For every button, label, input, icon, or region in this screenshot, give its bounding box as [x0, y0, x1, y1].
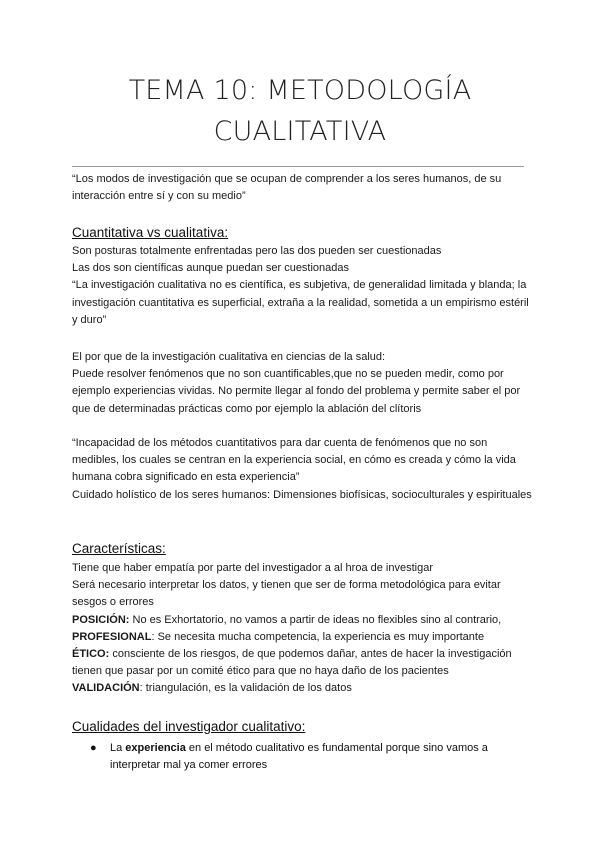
heading-caracteristicas: Características:	[72, 541, 166, 556]
etico-line	[72, 646, 532, 680]
paragraph: “La investigación cualitativa no es científica, es subjetiva, de generalidad limitada y blanda; la investigación cuantitativa es superficial, extraña a la realidad, sometida a un empirismo estéril y duro”	[72, 279, 529, 326]
heading-cualidades-investigador: Cualidades del investigador cualitativo:	[72, 719, 306, 734]
validacion-label: VALIDACIÓN	[72, 682, 140, 695]
posicion-line	[72, 612, 532, 629]
paragraph: Puede resolver fenómenos que no son cuantificables,que no se pueden medir, como por ejemplo experiencias vividas. No permite llegar al fondo del problema y permite saber el por que de determinadas prácticas como por ejemplo la ablación del clítoris	[72, 368, 521, 415]
posicion-label: POSICIÓN:	[72, 613, 130, 626]
item-text-pre: La	[110, 742, 126, 754]
document-title-line2: CUALITATIVA	[213, 116, 387, 147]
item-text-post: en el método cualitativo es fundamental porque sino vamos a interpretar mal ya comer errores	[110, 742, 488, 772]
document-title-line1: TEMA 10: METODOLOGÍA	[128, 75, 472, 106]
section2-block	[72, 560, 532, 698]
profesional-label: PROFESIONAL	[72, 630, 152, 643]
title-divider	[72, 166, 524, 167]
intro-quote: “Los modos de investigación que se ocupan de comprender a los seres humanos, de su interacción entre sí y con su medio”	[72, 173, 502, 203]
section1-block1	[72, 243, 532, 329]
etico-label: ÉTICO:	[72, 648, 110, 661]
paragraph: Son posturas totalmente enfrentadas pero las dos pueden ser cuestionadas	[72, 245, 442, 257]
bullet-icon: ●	[90, 742, 97, 754]
validacion-text: : triangulación, es la validación de los datos	[139, 682, 352, 695]
paragraph: Tiene que haber empatía por parte del investigador a al hroa de investigar	[72, 562, 433, 574]
etico-text: consciente de los riesgos, de que podemos dañar, antes de hacer la investigación tienen que pasar por un comité ético para que no haya daño de los pacientes	[72, 648, 512, 678]
paragraph: El por que de la investigación cualitativa en ciencias de la salud:	[72, 351, 386, 363]
paragraph: “Incapacidad de los métodos cuantitativos para dar cuenta de fenómenos que no son medibles, los cuales se centran en la experiencia social, en cómo es creada y cómo la vida humana cobra significado en esta experiencia”	[72, 437, 516, 484]
item-text-bold: experiencia	[125, 742, 186, 754]
profesional-text: : Se necesita mucha competencia, la experiencia es muy importante	[151, 630, 485, 643]
validacion-line	[72, 680, 532, 697]
section1-block2	[72, 349, 532, 418]
list-item	[110, 740, 530, 774]
paragraph: Las dos son científicas aunque puedan ser cuestionadas	[72, 262, 350, 275]
paragraph: Será necesario interpretar los datos, y tienen que ser de forma metodológica para evitar sesgos o errores	[72, 579, 501, 609]
heading-cuantitativa-vs-cualitativa: Cuantitativa vs cualitativa:	[72, 225, 229, 240]
paragraph: Cuidado holístico de los seres humanos: Dimensiones biofísicas, socioculturales y espirituales	[72, 488, 532, 501]
profesional-line	[72, 629, 532, 646]
posicion-text: No es Exhortatorio, no vamos a partir de ideas no flexibles sino al contrario,	[129, 613, 502, 626]
section1-block3	[72, 435, 532, 504]
